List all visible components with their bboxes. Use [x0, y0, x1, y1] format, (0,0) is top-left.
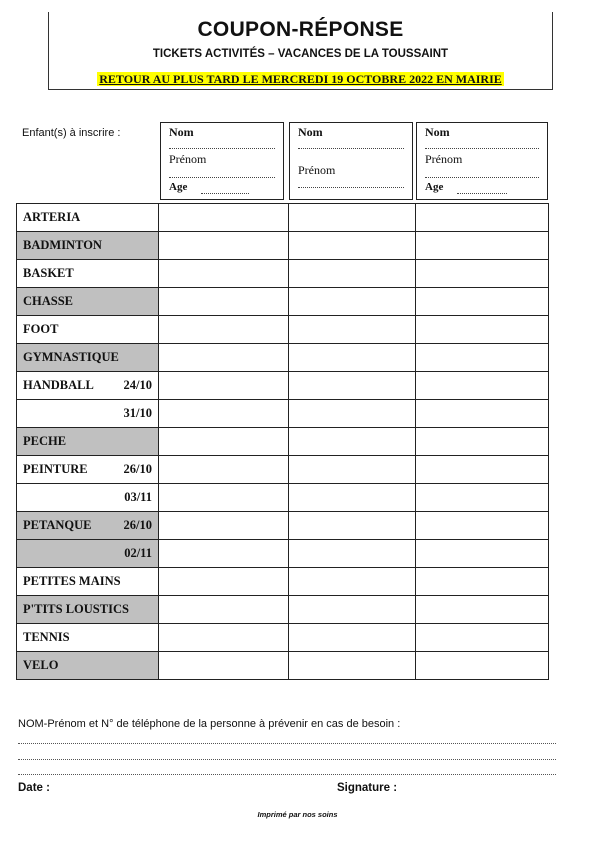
activity-name: FOOT [23, 322, 59, 336]
checkbox-cell-child-3[interactable] [416, 372, 549, 400]
activity-name: PETITES MAINS [23, 574, 121, 588]
header-box [48, 12, 553, 90]
checkbox-cell-child-2[interactable] [289, 316, 416, 344]
table-row [17, 204, 549, 232]
activity-name: PEINTURE [23, 462, 88, 476]
checkbox-cell-child-3[interactable] [416, 316, 549, 344]
activity-cell-inner [23, 602, 152, 617]
checkbox-cell-child-3[interactable] [416, 400, 549, 428]
table-row [17, 260, 549, 288]
checkbox-cell-child-3[interactable] [416, 652, 549, 680]
table-row [17, 484, 549, 512]
activity-name: ARTERIA [23, 210, 81, 224]
table-row [17, 344, 549, 372]
activity-cell-inner [23, 658, 152, 673]
child-box-2[interactable] [289, 122, 413, 200]
age-dotted-line [201, 193, 249, 194]
checkbox-cell-child-2[interactable] [289, 568, 416, 596]
activity-date: 02/11 [124, 546, 152, 560]
activity-cell [17, 288, 159, 316]
checkbox-cell-child-2[interactable] [289, 260, 416, 288]
checkbox-cell-child-1[interactable] [159, 512, 289, 540]
checkbox-cell-child-2[interactable] [289, 596, 416, 624]
activity-cell-inner [23, 322, 152, 337]
checkbox-cell-child-1[interactable] [159, 204, 289, 232]
checkbox-cell-child-3[interactable] [416, 484, 549, 512]
table-row [17, 288, 549, 316]
activity-cell [17, 456, 159, 484]
child-box-3[interactable] [416, 122, 548, 200]
activity-cell [17, 372, 159, 400]
checkbox-cell-child-3[interactable] [416, 568, 549, 596]
activity-cell [17, 484, 159, 512]
checkbox-cell-child-1[interactable] [159, 400, 289, 428]
activity-name: GYMNASTIQUE [23, 350, 119, 364]
activity-cell [17, 624, 159, 652]
activity-cell-inner [23, 434, 152, 449]
deadline-notice: RETOUR AU PLUS TARD LE MERCREDI 19 OCTOBRE 2022 EN MAIRIE [99, 72, 502, 86]
checkbox-cell-child-1[interactable] [159, 596, 289, 624]
table-row [17, 372, 549, 400]
checkbox-cell-child-2[interactable] [289, 512, 416, 540]
activity-name: BASKET [23, 266, 74, 280]
nom-label: Nom [298, 125, 323, 139]
activity-date: 03/11 [124, 490, 152, 504]
table-row [17, 316, 549, 344]
checkbox-cell-child-2[interactable] [289, 484, 416, 512]
checkbox-cell-child-2[interactable] [289, 232, 416, 260]
activity-name: P'TITS LOUSTICS [23, 602, 129, 616]
printed-note: Imprimé par nos soins [257, 810, 338, 819]
checkbox-cell-child-3[interactable] [416, 260, 549, 288]
activity-cell [17, 260, 159, 288]
activity-date: 24/10 [123, 378, 152, 392]
checkbox-cell-child-1[interactable] [159, 624, 289, 652]
activity-cell [17, 428, 159, 456]
checkbox-cell-child-1[interactable] [159, 316, 289, 344]
checkbox-cell-child-2[interactable] [289, 624, 416, 652]
activity-date: 31/10 [123, 406, 152, 420]
checkbox-cell-child-2[interactable] [289, 204, 416, 232]
activity-cell-inner [23, 630, 152, 645]
prenom-label: Prénom [425, 152, 463, 166]
age-label: Age [169, 181, 188, 193]
signature-label: Signature : [337, 782, 398, 794]
checkbox-cell-child-2[interactable] [289, 540, 416, 568]
activity-cell [17, 652, 159, 680]
activity-cell [17, 512, 159, 540]
checkbox-cell-child-1[interactable] [159, 260, 289, 288]
activity-cell-inner [23, 350, 152, 365]
activity-cell-inner [23, 490, 152, 505]
prenom-label: Prénom [169, 152, 207, 166]
nom-dotted-line [298, 148, 404, 149]
table-row [17, 624, 549, 652]
nom-dotted-line [425, 148, 539, 149]
activity-cell-inner [23, 238, 152, 253]
activity-date: 26/10 [123, 462, 152, 476]
checkbox-cell-child-2[interactable] [289, 288, 416, 316]
checkbox-cell-child-1[interactable] [159, 484, 289, 512]
activity-cell-inner [23, 266, 152, 281]
checkbox-cell-child-3[interactable] [416, 540, 549, 568]
table-row [17, 596, 549, 624]
activity-cell [17, 204, 159, 232]
checkbox-cell-child-1[interactable] [159, 652, 289, 680]
date-label: Date : [18, 782, 50, 794]
activity-cell [17, 540, 159, 568]
emergency-contact-label: NOM-Prénom et N° de téléphone de la personne à prévenir en cas de besoin : [18, 718, 401, 730]
table-row [17, 400, 549, 428]
checkbox-cell-child-2[interactable] [289, 428, 416, 456]
page-subtitle: TICKETS ACTIVITÉS – VACANCES DE LA TOUSSAINT [152, 48, 449, 60]
checkbox-cell-child-1[interactable] [159, 456, 289, 484]
child-box-1[interactable] [160, 122, 284, 200]
checkbox-cell-child-2[interactable] [289, 652, 416, 680]
activity-cell-inner [23, 546, 152, 561]
checkbox-cell-child-1[interactable] [159, 288, 289, 316]
activity-cell [17, 232, 159, 260]
nom-label: Nom [169, 125, 194, 139]
activity-cell-inner [23, 462, 152, 477]
emergency-line-1[interactable] [18, 743, 556, 744]
checkbox-cell-child-1[interactable] [159, 540, 289, 568]
activity-cell-inner [23, 518, 152, 533]
emergency-line-2[interactable] [18, 759, 556, 760]
checkbox-cell-child-2[interactable] [289, 344, 416, 372]
prenom-dotted-line [298, 187, 404, 188]
checkbox-cell-child-3[interactable] [416, 624, 549, 652]
prenom-dotted-line [425, 177, 539, 178]
activity-name: HANDBALL [23, 378, 94, 392]
checkbox-cell-child-1[interactable] [159, 344, 289, 372]
checkbox-cell-child-3[interactable] [416, 428, 549, 456]
activity-cell-inner [23, 574, 152, 589]
table-row [17, 456, 549, 484]
activity-cell [17, 344, 159, 372]
checkbox-cell-child-3[interactable] [416, 344, 549, 372]
checkbox-cell-child-1[interactable] [159, 232, 289, 260]
activity-name: PECHE [23, 434, 67, 448]
checkbox-cell-child-1[interactable] [159, 568, 289, 596]
table-row [17, 428, 549, 456]
activity-cell [17, 316, 159, 344]
checkbox-cell-child-3[interactable] [416, 456, 549, 484]
checkbox-cell-child-3[interactable] [416, 232, 549, 260]
checkbox-cell-child-3[interactable] [416, 512, 549, 540]
checkbox-cell-child-1[interactable] [159, 428, 289, 456]
checkbox-cell-child-3[interactable] [416, 596, 549, 624]
activity-cell [17, 596, 159, 624]
nom-label: Nom [425, 125, 450, 139]
children-label: Enfant(s) à inscrire : [22, 127, 121, 139]
activity-name: CHASSE [23, 294, 74, 308]
prenom-label: Prénom [298, 163, 336, 177]
activity-name: VELO [23, 658, 59, 672]
activity-cell [17, 400, 159, 428]
emergency-line-3[interactable] [18, 774, 556, 775]
table-row [17, 652, 549, 680]
page-title: COUPON-RÉPONSE [197, 18, 404, 41]
activity-name: TENNIS [23, 630, 70, 644]
nom-dotted-line [169, 148, 275, 149]
activity-cell-inner [23, 406, 152, 421]
table-row [17, 512, 549, 540]
age-dotted-line [457, 193, 507, 194]
activities-table [16, 203, 549, 680]
checkbox-cell-child-2[interactable] [289, 400, 416, 428]
checkbox-cell-child-3[interactable] [416, 204, 549, 232]
checkbox-cell-child-3[interactable] [416, 288, 549, 316]
activity-cell-inner [23, 294, 152, 309]
activity-date: 26/10 [123, 518, 152, 532]
activity-name: PETANQUE [23, 518, 92, 532]
checkbox-cell-child-1[interactable] [159, 372, 289, 400]
checkbox-cell-child-2[interactable] [289, 372, 416, 400]
activity-cell [17, 568, 159, 596]
activity-cell-inner [23, 210, 152, 225]
activity-name: BADMINTON [23, 238, 102, 252]
prenom-dotted-line [169, 177, 275, 178]
deadline-wrap [49, 70, 552, 88]
table-row [17, 232, 549, 260]
checkbox-cell-child-2[interactable] [289, 456, 416, 484]
age-label: Age [425, 181, 444, 193]
table-row [17, 540, 549, 568]
table-row [17, 568, 549, 596]
activity-cell-inner [23, 378, 152, 393]
